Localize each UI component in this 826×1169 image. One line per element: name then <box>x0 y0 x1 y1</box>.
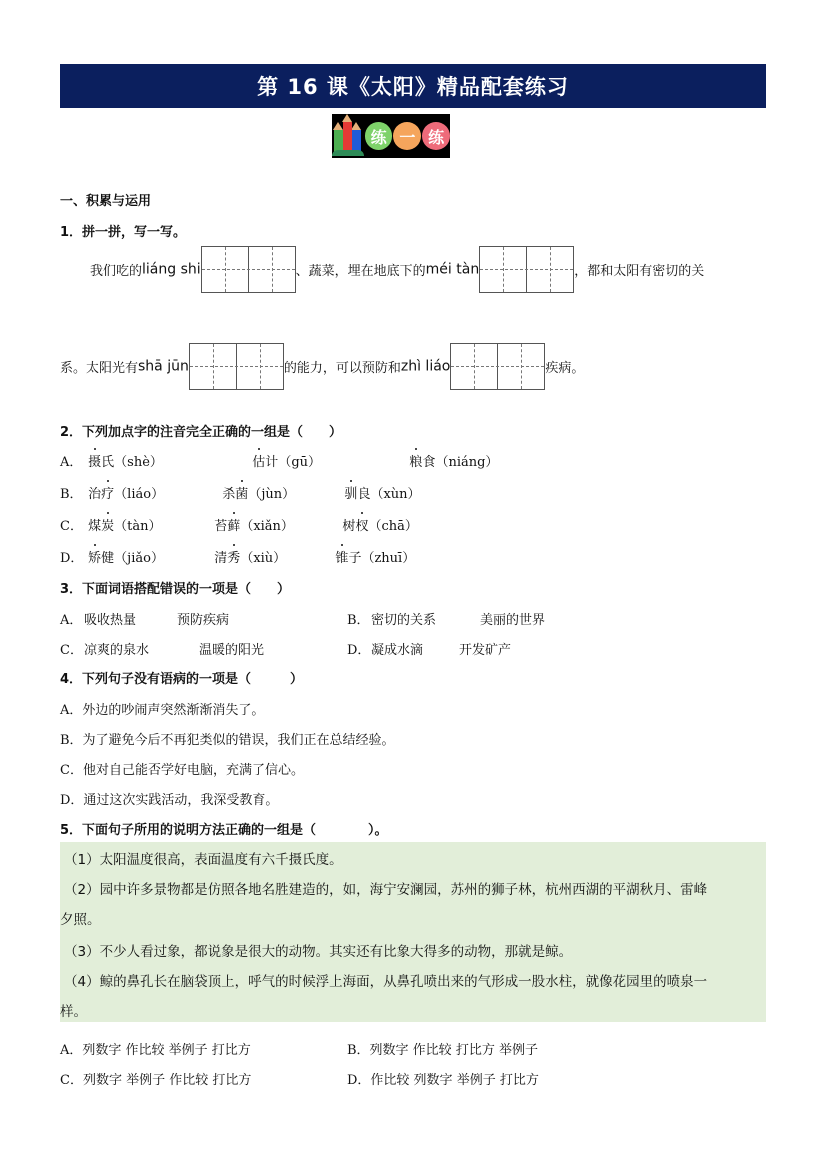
q5-sentence-2: （2）园中许多景物都是仿照各地名胜建造的，如，海宁安澜园，苏州的狮子林，杭州西湖的平湖秋月、雷峰 <box>64 882 708 898</box>
q2-option-d[interactable]: D． 矫健（jiǎo） 清秀（xiù） 锥子（zhuī） <box>60 547 415 566</box>
badge-char-1: 练 <box>365 122 393 150</box>
q1-text: 我们吃的 <box>90 264 143 279</box>
q3-option-b[interactable]: B．密切的关系 美丽的世界 <box>347 613 546 628</box>
dotted-character: 估 <box>252 451 265 470</box>
q5-sentence-1: （1）太阳温度很高，表面温度有六千摄氏度。 <box>64 852 343 868</box>
q5-option-c[interactable]: C．列数字 举例子 作比较 打比方 <box>60 1073 252 1088</box>
q1-title: 1．拼一拼，写一写。 <box>60 225 187 240</box>
q1-text: 、蔬菜，埋在地底下的 <box>295 264 426 279</box>
q1-pinyin-zhiliao: zhì liáo <box>400 358 451 375</box>
q4-option-c[interactable]: C．他对自己能否学好电脑，充满了信心。 <box>60 763 304 778</box>
q5-passage-box <box>60 842 766 1022</box>
writing-grid-liangshi[interactable] <box>201 246 296 293</box>
q1-text: 疾病。 <box>545 361 585 376</box>
dotted-character: 杈 <box>355 515 368 534</box>
dotted-character: 秀 <box>227 547 240 566</box>
q5-option-b[interactable]: B．列数字 作比较 打比方 举例子 <box>347 1043 538 1058</box>
badge-char-2: 一 <box>393 122 421 150</box>
q5-sentence-4: （4）鲸的鼻孔长在脑袋顶上，呼气的时候浮上海面，从鼻孔喷出来的气形成一股水柱，就像花园里的喷泉一 <box>64 974 708 990</box>
q4-title: 4．下列句子没有语病的一项是（ ） <box>60 672 304 687</box>
q2-option-a[interactable]: A． 摄氏（shè） 估计（gū） 粮食（niáng） <box>60 451 498 470</box>
dotted-character: 藓 <box>227 515 240 534</box>
q1-text: 系。太阳光有 <box>60 361 139 376</box>
dotted-character: 粮 <box>409 451 422 470</box>
q5-sentence-2-cont: 夕照。 <box>60 912 101 928</box>
writing-grid-zhiliao[interactable] <box>450 343 545 390</box>
q3-option-d[interactable]: D．凝成水滴 开发矿产 <box>347 643 512 658</box>
page-title: 第 16 课《太阳》精品配套练习 <box>257 75 569 99</box>
q4-option-b[interactable]: B．为了避免今后不再犯类似的错误，我们正在总结经验。 <box>60 733 395 748</box>
writing-grid-meitan[interactable] <box>479 246 574 293</box>
q5-option-d[interactable]: D．作比较 列数字 举例子 打比方 <box>347 1073 539 1088</box>
q2-option-b[interactable]: B． 治疗（liáo） 杀菌（jùn） 驯良（xùn） <box>60 483 421 502</box>
q1-pinyin-liangshi: liáng shi <box>142 261 201 278</box>
practice-badge <box>332 114 450 158</box>
dotted-character: 锥 <box>335 547 348 566</box>
q3-option-c[interactable]: C．凉爽的泉水 温暖的阳光 <box>60 643 265 658</box>
dotted-character: 矫 <box>88 547 101 566</box>
dotted-character: 摄 <box>88 451 101 470</box>
q1-text: 的能力，可以预防和 <box>283 361 401 376</box>
q1-text: ，都和太阳有密切的关 <box>574 264 705 279</box>
q5-option-a[interactable]: A．列数字 作比较 举例子 打比方 <box>60 1043 251 1058</box>
q1-pinyin-shajun: shā jūn <box>138 358 189 375</box>
q1-line-1 <box>90 246 704 293</box>
dotted-character: 炭 <box>101 515 114 534</box>
q2-option-c[interactable]: C． 煤炭（tàn） 苔藓（xiǎn） 树杈（chā） <box>60 515 418 534</box>
writing-grid-shajun[interactable] <box>189 343 284 390</box>
dotted-character: 菌 <box>235 483 248 502</box>
q1-line-2 <box>60 343 584 390</box>
q5-sentence-4-cont: 样。 <box>60 1004 87 1020</box>
q5-sentence-3: （3）不少人看过象，都说象是很大的动物。其实还有比象大得多的动物，那就是鲸。 <box>64 944 573 960</box>
q3-option-a[interactable]: A． 吸收热量 预防疾病 <box>60 613 230 628</box>
q1-pinyin-meitan: méi tàn <box>425 261 480 278</box>
q4-option-a[interactable]: A．外边的吵闹声突然渐渐消失了。 <box>60 703 265 718</box>
section-title: 一、积累与运用 <box>60 194 152 209</box>
dotted-character: 驯 <box>344 483 357 502</box>
castle-icon <box>334 116 364 156</box>
q2-title: 2．下列加点字的注音完全正确的一组是（ ） <box>60 425 343 440</box>
page-title-banner <box>60 64 766 108</box>
q4-option-d[interactable]: D．通过这次实践活动，我深受教育。 <box>60 793 279 808</box>
q3-title: 3．下面词语搭配错误的一项是（ ） <box>60 582 291 597</box>
badge-char-3: 练 <box>422 122 450 150</box>
q5-title: 5．下面句子所用的说明方法正确的一组是（ ）。 <box>60 823 388 838</box>
dotted-character: 疗 <box>101 483 114 502</box>
